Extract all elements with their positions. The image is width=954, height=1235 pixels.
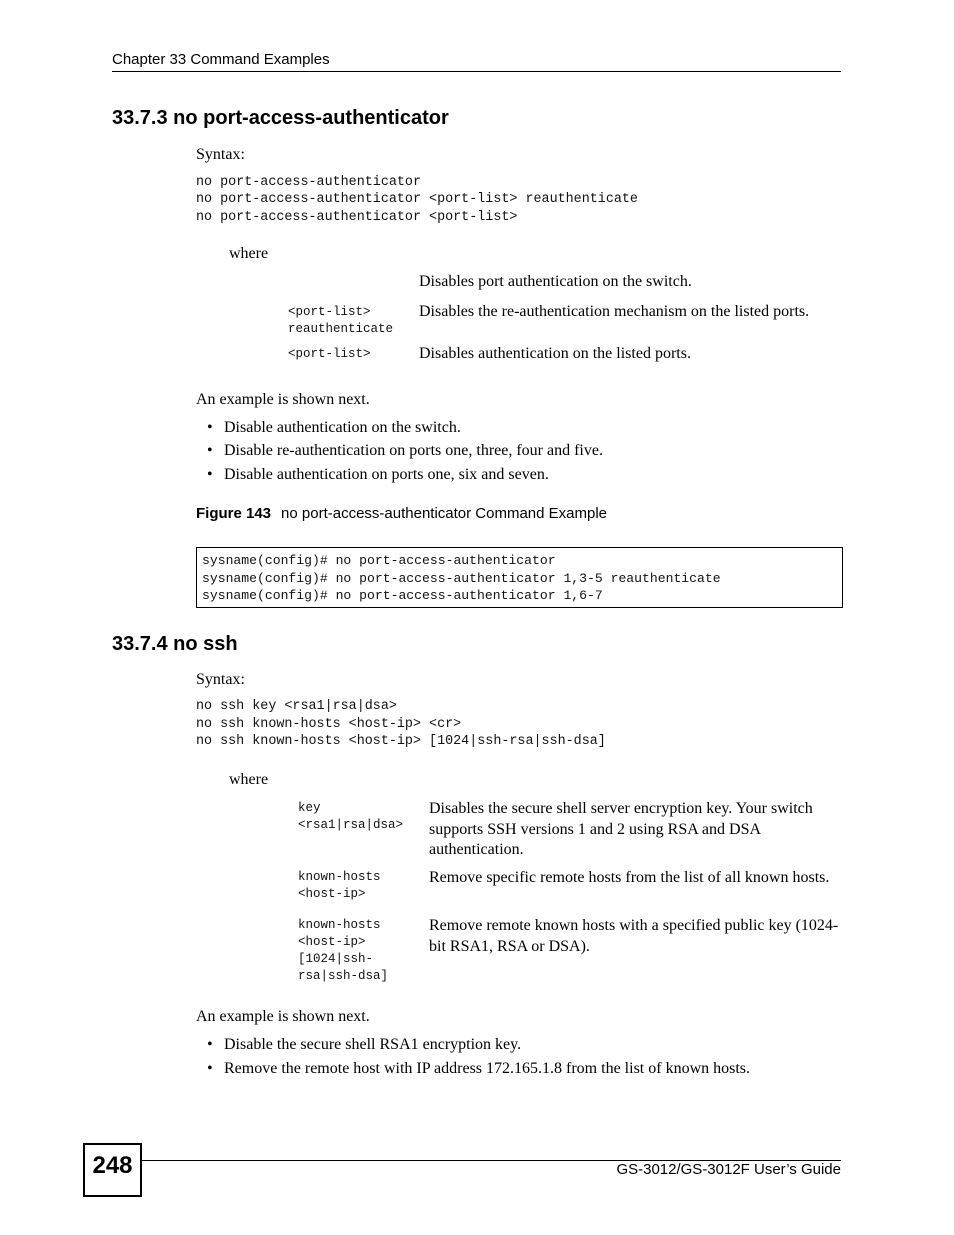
list-item: • Disable authentication on the switch.: [207, 419, 461, 436]
syntax-line: no ssh known-hosts <host-ip> <cr>: [196, 716, 462, 732]
list-item: • Disable authentication on ports one, six and seven.: [207, 466, 549, 483]
list-item: • Disable re-authentication on ports one, three, four and five.: [207, 442, 603, 459]
header-divider: [112, 71, 841, 72]
example-code: [202, 552, 721, 605]
param-desc: Disables the secure shell server encryption key. Your switch supports SSH versions 1 and 2 using RSA and DSA authentication.: [429, 800, 813, 858]
list-item: • Remove the remote host with IP address 172.165.1.8 from the list of known hosts.: [207, 1060, 751, 1077]
section-heading-port-access: 33.7.3 no port-access-authenticator: [112, 107, 449, 129]
param-desc: Disables authentication on the listed ports.: [419, 345, 691, 362]
param-term: known-hosts <host-ip> [1024|ssh- rsa|ssh-dsa]: [298, 918, 389, 983]
page-number: 248: [92, 1152, 133, 1179]
syntax-block: [196, 698, 606, 751]
syntax-line: no ssh known-hosts <host-ip> [1024|ssh-rsa|ssh-dsa]: [196, 734, 606, 749]
code-line: sysname(config)# no port-access-authenticator 1,3-5 reauthenticate: [202, 570, 721, 586]
syntax-block: [196, 174, 638, 226]
code-line: sysname(config)# no port-access-authenticator 1,6-7: [202, 588, 603, 604]
syntax-line: no ssh key <rsa1|rsa|dsa>: [196, 699, 397, 714]
param-term: key <rsa1|rsa|dsa>: [298, 801, 404, 832]
where-label: where: [229, 245, 269, 262]
syntax-line: no port-access-authenticator <port-list> reauthenticate: [196, 192, 638, 208]
guide-title: GS-3012/GS-3012F User’s Guide: [616, 1161, 841, 1178]
param-desc: Remove specific remote hosts from the list of all known hosts.: [429, 869, 830, 886]
where-label: where: [229, 771, 269, 788]
syntax-line: no port-access-authenticator <port-list>: [196, 209, 518, 225]
syntax-line: no port-access-authenticator: [196, 175, 421, 190]
section-heading-no-ssh: 33.7.4 no ssh: [112, 633, 238, 655]
example-intro: An example is shown next.: [196, 1008, 370, 1025]
param-desc: Disables the re-authentication mechanism on the listed ports.: [419, 303, 810, 320]
param-term: <port-list> reauthenticate: [288, 305, 394, 336]
code-line: sysname(config)# no port-access-authenticator: [202, 553, 556, 568]
list-item: • Disable the secure shell RSA1 encryption key.: [207, 1036, 522, 1053]
figure-title: no port-access-authenticator Command Example: [281, 505, 608, 522]
syntax-label: Syntax:: [196, 671, 245, 688]
example-code-box: [196, 547, 843, 608]
syntax-label: Syntax:: [196, 146, 245, 163]
param-term: known-hosts <host-ip>: [298, 870, 381, 901]
example-intro: An example is shown next.: [196, 391, 370, 408]
param-term: <port-list>: [288, 347, 371, 361]
param-desc: Remove remote known hosts with a specified public key (1024-bit RSA1, RSA or DSA).: [429, 917, 839, 955]
figure-number: Figure 143: [196, 505, 272, 522]
figure-caption: [196, 505, 607, 522]
running-header: Chapter 33 Command Examples: [112, 51, 330, 68]
param-desc: Disables port authentication on the switch.: [419, 273, 692, 290]
